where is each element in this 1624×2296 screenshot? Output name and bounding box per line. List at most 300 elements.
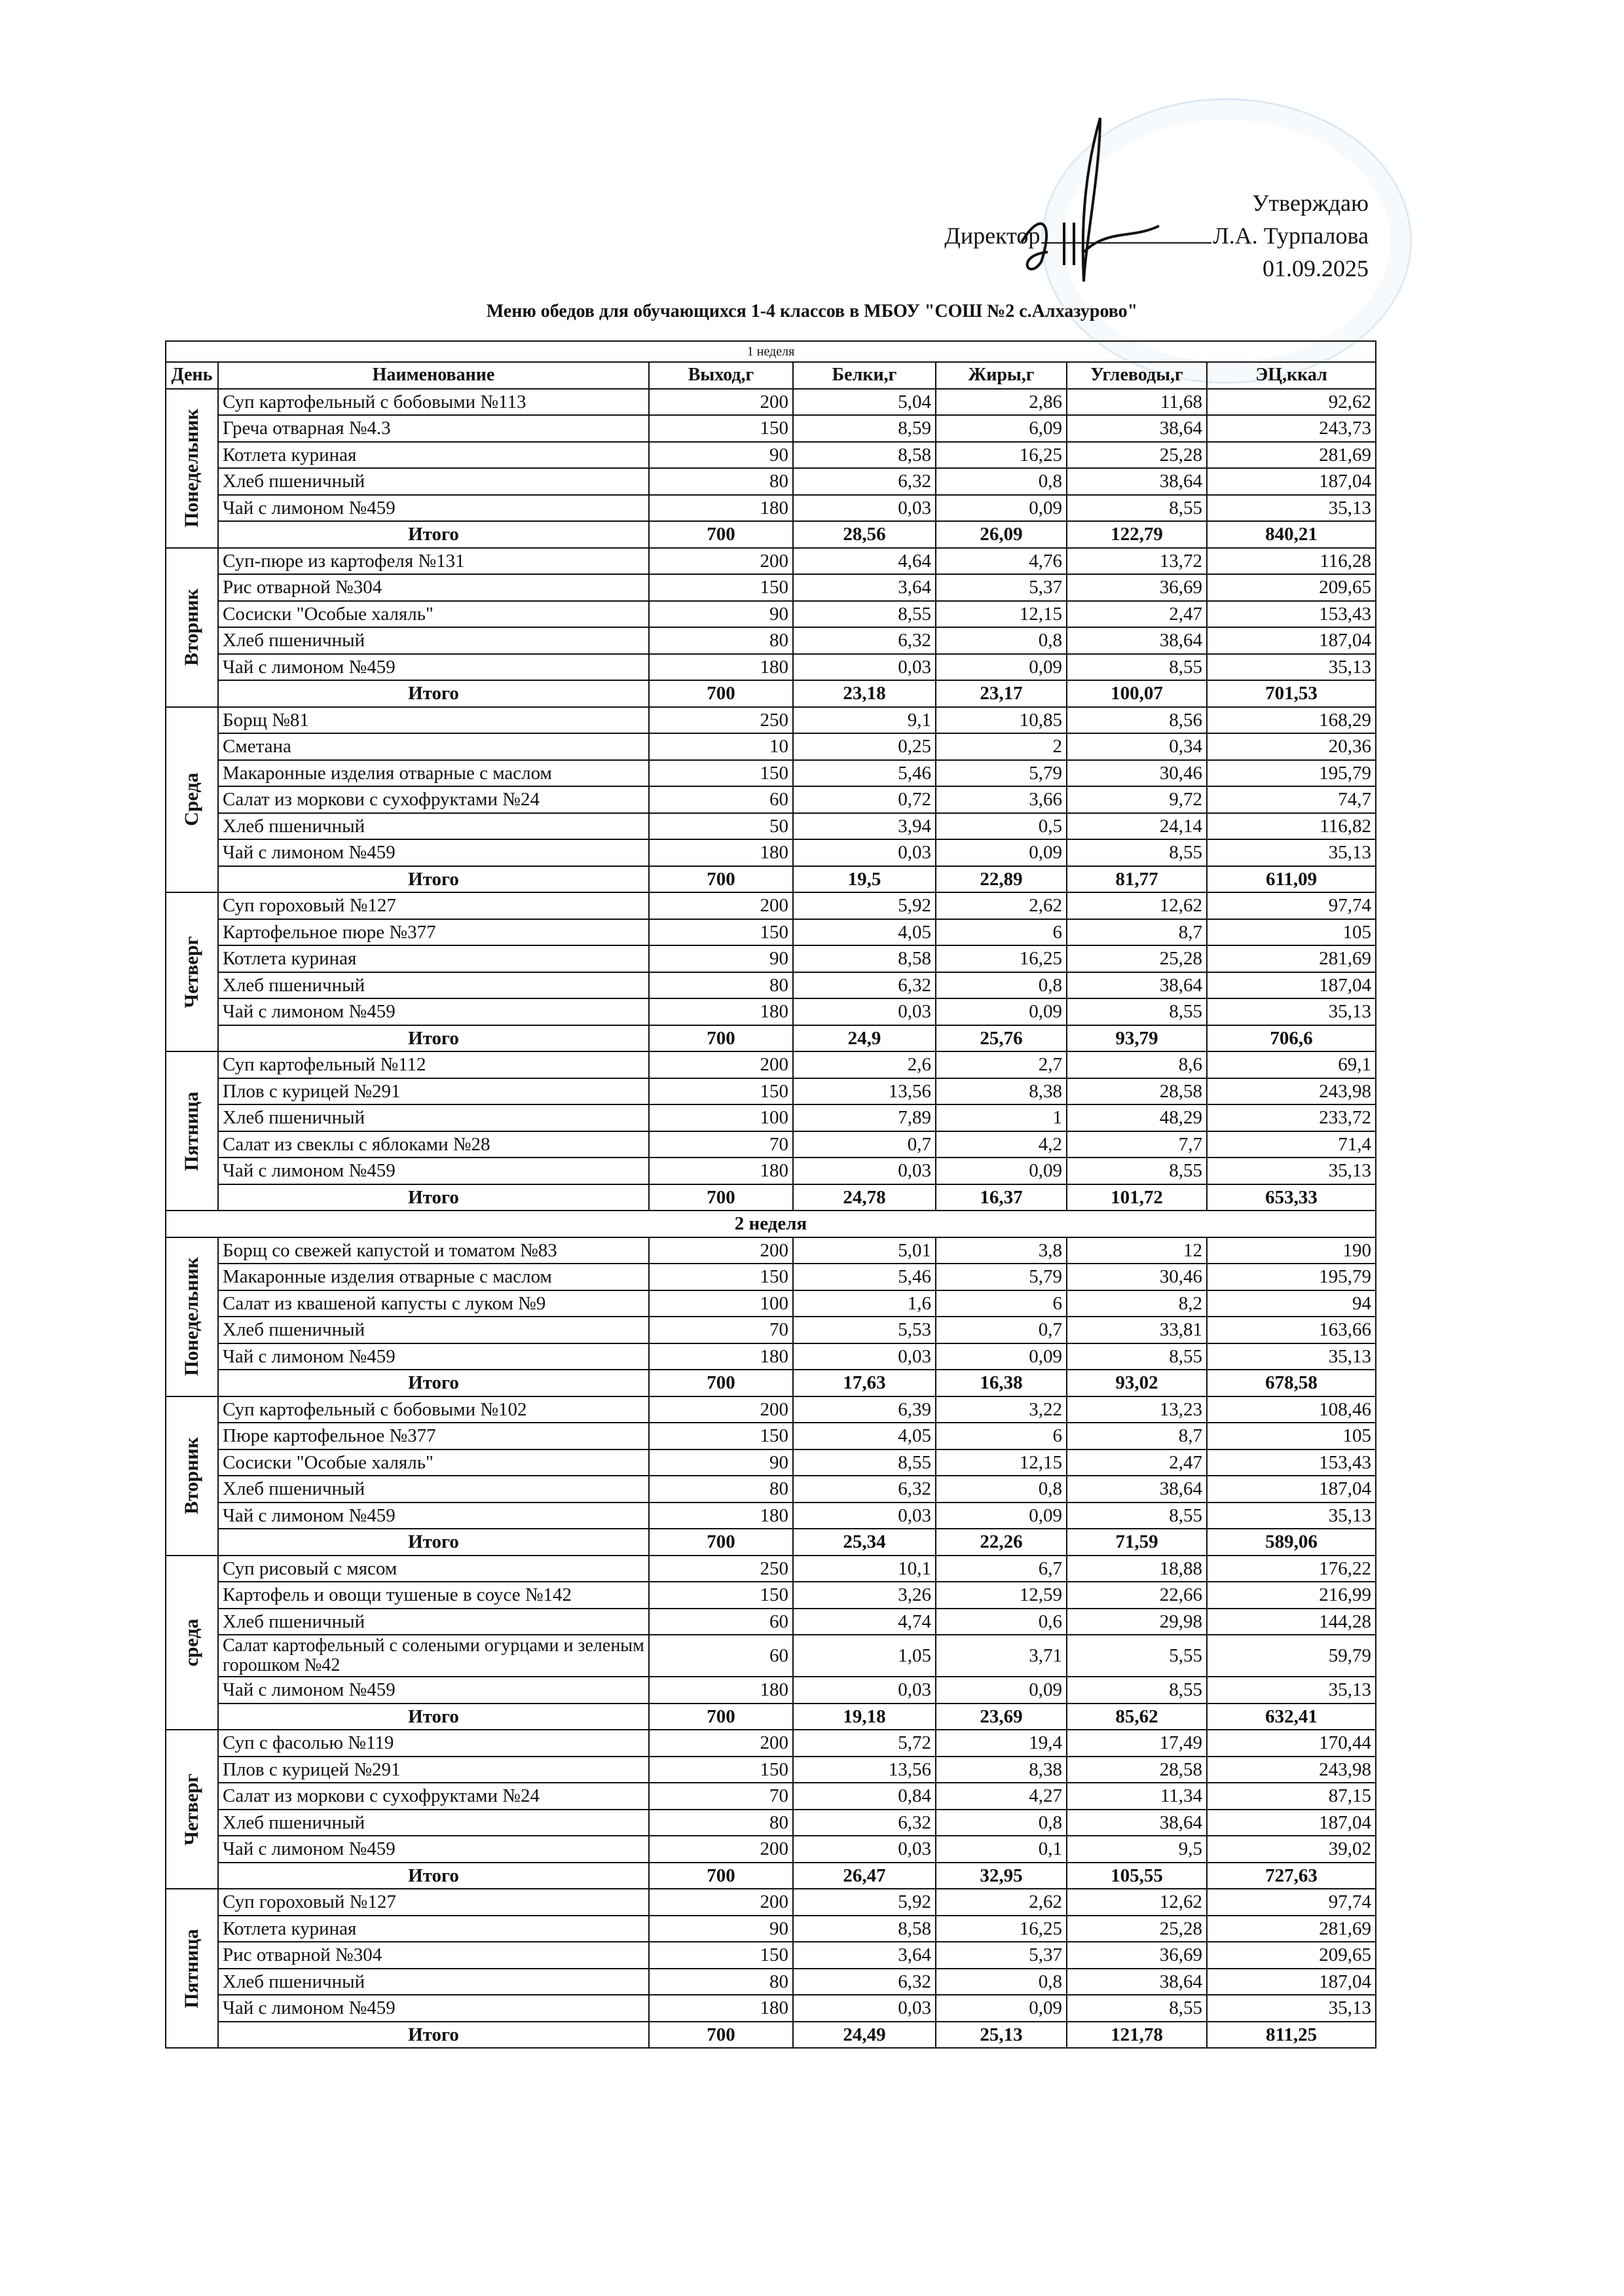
day-cell <box>166 1556 218 1730</box>
protein-g: 8,58 <box>793 945 936 972</box>
portion-g: 80 <box>649 627 793 654</box>
portion-g: 90 <box>649 442 793 469</box>
carbs-g: 38,64 <box>1067 1476 1207 1503</box>
dish-name: Чай с лимоном №459 <box>218 495 649 522</box>
fat-g: 16,25 <box>936 1916 1067 1942</box>
day-cell <box>166 707 218 893</box>
table-row <box>166 1449 1376 1476</box>
carbs-g: 5,55 <box>1067 1635 1207 1677</box>
dish-name: Чай с лимоном №459 <box>218 1677 649 1704</box>
table-row <box>166 1916 1376 1942</box>
table-row <box>166 1836 1376 1863</box>
table-row <box>166 1237 1376 1264</box>
energy-kcal: 105 <box>1207 919 1376 946</box>
dish-name: Котлета куриная <box>218 1916 649 1942</box>
portion-g: 180 <box>649 654 793 681</box>
protein-g: 0,03 <box>793 654 936 681</box>
total-value: 24,78 <box>793 1184 936 1211</box>
fat-g: 0,09 <box>936 495 1067 522</box>
total-row <box>166 1370 1376 1396</box>
protein-g: 0,03 <box>793 1836 936 1863</box>
carbs-g: 38,64 <box>1067 468 1207 495</box>
fat-g: 0,09 <box>936 839 1067 866</box>
protein-g: 6,32 <box>793 468 936 495</box>
portion-g: 90 <box>649 945 793 972</box>
carbs-g: 38,64 <box>1067 415 1207 442</box>
protein-g: 4,05 <box>793 1423 936 1449</box>
total-value: 81,77 <box>1067 866 1207 893</box>
total-label: Итого <box>218 1370 649 1396</box>
column-header: Наименование <box>218 362 649 389</box>
carbs-g: 11,34 <box>1067 1783 1207 1810</box>
protein-g: 13,56 <box>793 1757 936 1783</box>
carbs-g: 8,56 <box>1067 707 1207 734</box>
dish-name: Борщ №81 <box>218 707 649 734</box>
portion-g: 180 <box>649 1157 793 1184</box>
total-value: 25,34 <box>793 1529 936 1556</box>
portion-g: 150 <box>649 1757 793 1783</box>
day-label: Четверг <box>181 936 202 1008</box>
total-value: 105,55 <box>1067 1863 1207 1889</box>
table-row <box>166 654 1376 681</box>
carbs-g: 8,55 <box>1067 1677 1207 1704</box>
column-header: Углеводы,г <box>1067 362 1207 389</box>
fat-g: 5,79 <box>936 760 1067 787</box>
dish-name: Макаронные изделия отварные с маслом <box>218 1264 649 1290</box>
portion-g: 100 <box>649 1104 793 1131</box>
fat-g: 0,09 <box>936 654 1067 681</box>
carbs-g: 8,7 <box>1067 919 1207 946</box>
approval-date: 01.09.2025 <box>1263 255 1369 282</box>
fat-g: 0,8 <box>936 1969 1067 1995</box>
fat-g: 4,2 <box>936 1131 1067 1158</box>
table-row <box>166 972 1376 999</box>
protein-g: 8,58 <box>793 442 936 469</box>
table-row <box>166 1677 1376 1704</box>
energy-kcal: 59,79 <box>1207 1635 1376 1677</box>
protein-g: 6,32 <box>793 972 936 999</box>
fat-g: 16,25 <box>936 945 1067 972</box>
carbs-g: 12,62 <box>1067 1889 1207 1916</box>
carbs-g: 22,66 <box>1067 1582 1207 1609</box>
protein-g: 3,64 <box>793 574 936 601</box>
energy-kcal: 163,66 <box>1207 1317 1376 1343</box>
dish-name: Хлеб пшеничный <box>218 1104 649 1131</box>
energy-kcal: 195,79 <box>1207 1264 1376 1290</box>
total-value: 26,47 <box>793 1863 936 1889</box>
protein-g: 0,03 <box>793 495 936 522</box>
carbs-g: 18,88 <box>1067 1556 1207 1582</box>
portion-g: 60 <box>649 1609 793 1635</box>
table-row <box>166 1104 1376 1131</box>
energy-kcal: 243,73 <box>1207 415 1376 442</box>
protein-g: 10,1 <box>793 1556 936 1582</box>
protein-g: 7,89 <box>793 1104 936 1131</box>
week-header-row <box>166 341 1376 362</box>
day-label: Понедельник <box>181 409 202 528</box>
total-value: 19,18 <box>793 1704 936 1730</box>
week-label: 2 неделя <box>166 1211 1376 1237</box>
energy-kcal: 170,44 <box>1207 1730 1376 1757</box>
column-header: Белки,г <box>793 362 936 389</box>
dish-name: Сосиски "Особые халяль" <box>218 1449 649 1476</box>
energy-kcal: 243,98 <box>1207 1078 1376 1105</box>
dish-name: Хлеб пшеничный <box>218 468 649 495</box>
total-value: 700 <box>649 1704 793 1730</box>
carbs-g: 7,7 <box>1067 1131 1207 1158</box>
carbs-g: 30,46 <box>1067 1264 1207 1290</box>
carbs-g: 36,69 <box>1067 574 1207 601</box>
table-row <box>166 919 1376 946</box>
energy-kcal: 92,62 <box>1207 389 1376 416</box>
fat-g: 0,09 <box>936 1157 1067 1184</box>
total-value: 26,09 <box>936 521 1067 548</box>
total-value: 22,89 <box>936 866 1067 893</box>
protein-g: 3,26 <box>793 1582 936 1609</box>
fat-g: 6,09 <box>936 415 1067 442</box>
day-cell <box>166 1396 218 1556</box>
portion-g: 150 <box>649 574 793 601</box>
table-row <box>166 389 1376 416</box>
carbs-g: 13,72 <box>1067 548 1207 575</box>
energy-kcal: 281,69 <box>1207 442 1376 469</box>
table-row <box>166 1969 1376 1995</box>
dish-name: Плов с курицей №291 <box>218 1757 649 1783</box>
portion-g: 180 <box>649 1343 793 1370</box>
energy-kcal: 209,65 <box>1207 1942 1376 1969</box>
table-row <box>166 1290 1376 1317</box>
fat-g: 8,38 <box>936 1078 1067 1105</box>
fat-g: 1 <box>936 1104 1067 1131</box>
portion-g: 180 <box>649 1995 793 2022</box>
portion-g: 150 <box>649 760 793 787</box>
day-label: Среда <box>181 773 202 826</box>
dish-name: Чай с лимоном №459 <box>218 1995 649 2022</box>
fat-g: 4,27 <box>936 1783 1067 1810</box>
total-value: 25,13 <box>936 2022 1067 2049</box>
dish-name: Хлеб пшеничный <box>218 1317 649 1343</box>
total-value: 23,69 <box>936 1704 1067 1730</box>
portion-g: 200 <box>649 1730 793 1757</box>
approval-block <box>944 187 1369 285</box>
carbs-g: 0,34 <box>1067 733 1207 760</box>
fat-g: 4,76 <box>936 548 1067 575</box>
total-value: 25,76 <box>936 1025 1067 1052</box>
portion-g: 70 <box>649 1317 793 1343</box>
fat-g: 0,8 <box>936 1476 1067 1503</box>
energy-kcal: 94 <box>1207 1290 1376 1317</box>
fat-g: 0,5 <box>936 813 1067 840</box>
protein-g: 4,05 <box>793 919 936 946</box>
portion-g: 200 <box>649 892 793 919</box>
portion-g: 150 <box>649 1423 793 1449</box>
table-row <box>166 839 1376 866</box>
carbs-g: 48,29 <box>1067 1104 1207 1131</box>
column-header: Жиры,г <box>936 362 1067 389</box>
carbs-g: 8,55 <box>1067 1995 1207 2022</box>
fat-g: 12,15 <box>936 601 1067 628</box>
table-row <box>166 1078 1376 1105</box>
protein-g: 8,55 <box>793 1449 936 1476</box>
energy-kcal: 35,13 <box>1207 495 1376 522</box>
dish-name: Чай с лимоном №459 <box>218 654 649 681</box>
approved-label: Утверждаю <box>1251 190 1369 216</box>
dish-name: Рис отварной №304 <box>218 574 649 601</box>
total-value: 700 <box>649 521 793 548</box>
protein-g: 6,32 <box>793 1810 936 1836</box>
day-cell <box>166 1889 218 2048</box>
dish-name: Суп с фасолью №119 <box>218 1730 649 1757</box>
energy-kcal: 20,36 <box>1207 733 1376 760</box>
dish-name: Суп-пюре из картофеля №131 <box>218 548 649 575</box>
table-row <box>166 1783 1376 1810</box>
total-value: 727,63 <box>1207 1863 1376 1889</box>
total-value: 700 <box>649 1529 793 1556</box>
energy-kcal: 39,02 <box>1207 1836 1376 1863</box>
fat-g: 6 <box>936 1290 1067 1317</box>
dish-name: Хлеб пшеничный <box>218 813 649 840</box>
dish-name: Хлеб пшеничный <box>218 627 649 654</box>
energy-kcal: 187,04 <box>1207 1476 1376 1503</box>
energy-kcal: 97,74 <box>1207 1889 1376 1916</box>
table-row <box>166 1423 1376 1449</box>
column-header: День <box>166 362 218 389</box>
total-label: Итого <box>218 2022 649 2049</box>
energy-kcal: 190 <box>1207 1237 1376 1264</box>
total-value: 28,56 <box>793 521 936 548</box>
carbs-g: 36,69 <box>1067 1942 1207 1969</box>
table-row <box>166 1635 1376 1677</box>
portion-g: 60 <box>649 1635 793 1677</box>
total-value: 19,5 <box>793 866 936 893</box>
day-label: Четверг <box>181 1773 202 1846</box>
energy-kcal: 187,04 <box>1207 972 1376 999</box>
protein-g: 8,58 <box>793 1916 936 1942</box>
table-row <box>166 813 1376 840</box>
energy-kcal: 176,22 <box>1207 1556 1376 1582</box>
energy-kcal: 35,13 <box>1207 1995 1376 2022</box>
total-row <box>166 1704 1376 1730</box>
portion-g: 200 <box>649 1396 793 1423</box>
table-row <box>166 760 1376 787</box>
fat-g: 2,62 <box>936 1889 1067 1916</box>
fat-g: 0,6 <box>936 1609 1067 1635</box>
protein-g: 4,64 <box>793 548 936 575</box>
dish-name: Суп картофельный с бобовыми №113 <box>218 389 649 416</box>
total-value: 24,9 <box>793 1025 936 1052</box>
table-row <box>166 892 1376 919</box>
dish-name: Чай с лимоном №459 <box>218 1503 649 1529</box>
total-value: 93,02 <box>1067 1370 1207 1396</box>
energy-kcal: 35,13 <box>1207 839 1376 866</box>
protein-g: 0,7 <box>793 1131 936 1158</box>
total-value: 840,21 <box>1207 521 1376 548</box>
fat-g: 5,37 <box>936 574 1067 601</box>
portion-g: 90 <box>649 601 793 628</box>
total-value: 811,25 <box>1207 2022 1376 2049</box>
total-value: 700 <box>649 1025 793 1052</box>
portion-g: 150 <box>649 1264 793 1290</box>
energy-kcal: 97,74 <box>1207 892 1376 919</box>
dish-name: Чай с лимоном №459 <box>218 839 649 866</box>
total-value: 700 <box>649 1370 793 1396</box>
dish-name: Сосиски "Особые халяль" <box>218 601 649 628</box>
carbs-g: 8,55 <box>1067 1503 1207 1529</box>
total-value: 71,59 <box>1067 1529 1207 1556</box>
carbs-g: 25,28 <box>1067 945 1207 972</box>
table-row <box>166 707 1376 734</box>
portion-g: 80 <box>649 1969 793 1995</box>
total-value: 589,06 <box>1207 1529 1376 1556</box>
table-row <box>166 1757 1376 1783</box>
fat-g: 0,09 <box>936 998 1067 1025</box>
dish-name: Хлеб пшеничный <box>218 972 649 999</box>
table-row <box>166 442 1376 469</box>
fat-g: 0,1 <box>936 1836 1067 1863</box>
carbs-g: 28,58 <box>1067 1757 1207 1783</box>
portion-g: 250 <box>649 1556 793 1582</box>
energy-kcal: 209,65 <box>1207 574 1376 601</box>
protein-g: 9,1 <box>793 707 936 734</box>
total-label: Итого <box>218 1025 649 1052</box>
protein-g: 6,39 <box>793 1396 936 1423</box>
fat-g: 3,8 <box>936 1237 1067 1264</box>
protein-g: 0,72 <box>793 786 936 813</box>
day-cell <box>166 548 218 707</box>
portion-g: 10 <box>649 733 793 760</box>
total-value: 85,62 <box>1067 1704 1207 1730</box>
table-row <box>166 1131 1376 1158</box>
total-value: 16,37 <box>936 1184 1067 1211</box>
protein-g: 3,94 <box>793 813 936 840</box>
total-row <box>166 1184 1376 1211</box>
day-cell <box>166 1730 218 1889</box>
energy-kcal: 281,69 <box>1207 1916 1376 1942</box>
week-header-row <box>166 1211 1376 1237</box>
table-row <box>166 733 1376 760</box>
total-value: 93,79 <box>1067 1025 1207 1052</box>
table-row <box>166 1556 1376 1582</box>
dish-name: Котлета куриная <box>218 945 649 972</box>
portion-g: 90 <box>649 1449 793 1476</box>
day-label: Вторник <box>181 589 202 666</box>
energy-kcal: 153,43 <box>1207 1449 1376 1476</box>
total-value: 653,33 <box>1207 1184 1376 1211</box>
protein-g: 6,32 <box>793 1969 936 1995</box>
total-value: 700 <box>649 2022 793 2049</box>
dish-name: Борщ со свежей капустой и томатом №83 <box>218 1237 649 1264</box>
protein-g: 3,64 <box>793 1942 936 1969</box>
energy-kcal: 116,82 <box>1207 813 1376 840</box>
table-row <box>166 1264 1376 1290</box>
portion-g: 50 <box>649 813 793 840</box>
carbs-g: 8,7 <box>1067 1423 1207 1449</box>
portion-g: 200 <box>649 1836 793 1863</box>
fat-g: 2,86 <box>936 389 1067 416</box>
portion-g: 200 <box>649 548 793 575</box>
fat-g: 10,85 <box>936 707 1067 734</box>
energy-kcal: 71,4 <box>1207 1131 1376 1158</box>
total-value: 22,26 <box>936 1529 1067 1556</box>
carbs-g: 9,5 <box>1067 1836 1207 1863</box>
carbs-g: 8,55 <box>1067 1157 1207 1184</box>
dish-name: Салат из моркови с сухофруктами №24 <box>218 1783 649 1810</box>
portion-g: 90 <box>649 1916 793 1942</box>
carbs-g: 2,47 <box>1067 1449 1207 1476</box>
fat-g: 19,4 <box>936 1730 1067 1757</box>
fat-g: 0,7 <box>936 1317 1067 1343</box>
table-row <box>166 786 1376 813</box>
total-value: 101,72 <box>1067 1184 1207 1211</box>
table-row <box>166 601 1376 628</box>
table-row <box>166 468 1376 495</box>
carbs-g: 17,49 <box>1067 1730 1207 1757</box>
carbs-g: 8,6 <box>1067 1051 1207 1078</box>
portion-g: 150 <box>649 919 793 946</box>
dish-name: Плов с курицей №291 <box>218 1078 649 1105</box>
dish-name: Суп рисовый с мясом <box>218 1556 649 1582</box>
table-row <box>166 1396 1376 1423</box>
carbs-g: 29,98 <box>1067 1609 1207 1635</box>
energy-kcal: 233,72 <box>1207 1104 1376 1131</box>
protein-g: 0,03 <box>793 1995 936 2022</box>
fat-g: 12,59 <box>936 1582 1067 1609</box>
dish-name: Чай с лимоном №459 <box>218 1157 649 1184</box>
portion-g: 200 <box>649 389 793 416</box>
carbs-g: 38,64 <box>1067 1969 1207 1995</box>
fat-g: 12,15 <box>936 1449 1067 1476</box>
energy-kcal: 195,79 <box>1207 760 1376 787</box>
carbs-g: 38,64 <box>1067 1810 1207 1836</box>
total-row <box>166 2022 1376 2049</box>
carbs-g: 8,55 <box>1067 839 1207 866</box>
protein-g: 0,25 <box>793 733 936 760</box>
carbs-g: 8,2 <box>1067 1290 1207 1317</box>
carbs-g: 30,46 <box>1067 760 1207 787</box>
fat-g: 0,8 <box>936 1810 1067 1836</box>
protein-g: 4,74 <box>793 1609 936 1635</box>
fat-g: 0,09 <box>936 1677 1067 1704</box>
portion-g: 80 <box>649 972 793 999</box>
protein-g: 5,92 <box>793 892 936 919</box>
total-label: Итого <box>218 1529 649 1556</box>
table-row <box>166 548 1376 575</box>
total-row <box>166 521 1376 548</box>
day-label: Понедельник <box>181 1257 202 1376</box>
carbs-g: 28,58 <box>1067 1078 1207 1105</box>
table-row <box>166 998 1376 1025</box>
portion-g: 70 <box>649 1783 793 1810</box>
protein-g: 0,03 <box>793 1503 936 1529</box>
energy-kcal: 216,99 <box>1207 1582 1376 1609</box>
fat-g: 0,09 <box>936 1503 1067 1529</box>
dish-name: Хлеб пшеничный <box>218 1969 649 1995</box>
portion-g: 180 <box>649 839 793 866</box>
total-value: 632,41 <box>1207 1704 1376 1730</box>
table-row <box>166 945 1376 972</box>
portion-g: 80 <box>649 468 793 495</box>
fat-g: 5,37 <box>936 1942 1067 1969</box>
dish-name: Чай с лимоном №459 <box>218 1836 649 1863</box>
fat-g: 6 <box>936 1423 1067 1449</box>
protein-g: 0,03 <box>793 1677 936 1704</box>
total-value: 700 <box>649 1184 793 1211</box>
portion-g: 60 <box>649 786 793 813</box>
table-row <box>166 1995 1376 2022</box>
carbs-g: 9,72 <box>1067 786 1207 813</box>
column-header-row <box>166 362 1376 389</box>
protein-g: 5,92 <box>793 1889 936 1916</box>
